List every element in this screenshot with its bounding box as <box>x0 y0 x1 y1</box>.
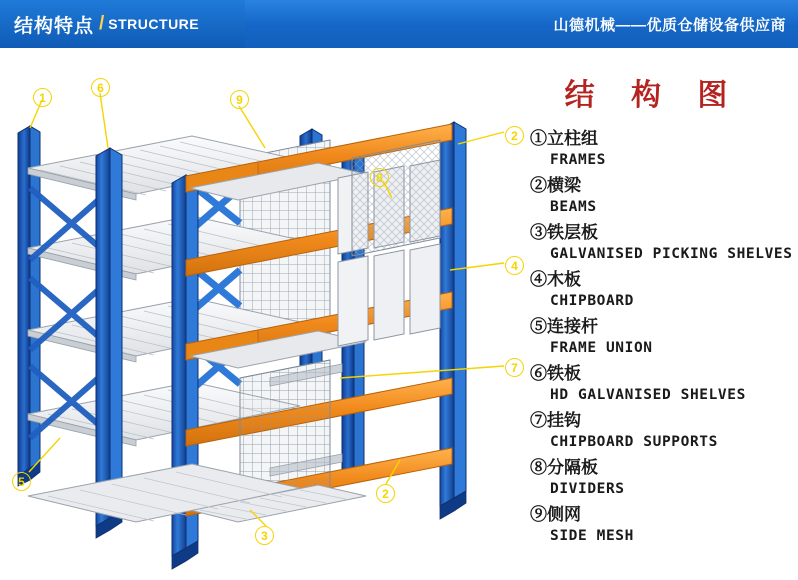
top-banner <box>0 0 798 48</box>
callout-2-lower: 2 <box>376 484 395 503</box>
legend-item-5-cn <box>530 316 793 338</box>
legend-item-8-cn <box>530 457 793 479</box>
legend-item-6-marker: ⑥ <box>530 364 547 383</box>
legend-item-5-en: FRAME UNION <box>550 340 653 356</box>
legend-item-2-en: BEAMS <box>550 199 597 215</box>
legend-item-6-label: 铁板 <box>547 364 581 383</box>
banner-tag <box>0 0 245 48</box>
legend-item-3-cn <box>530 222 793 244</box>
legend-title: 结 构 图 <box>564 79 742 112</box>
legend-item-3-en: GALVANISED PICKING SHELVES <box>550 246 793 262</box>
callout-5: 5 <box>12 472 31 491</box>
legend-item-9-marker: ⑨ <box>530 505 547 524</box>
legend-item-2-cn <box>530 175 793 197</box>
legend-item-2 <box>530 175 793 217</box>
callout-7: 7 <box>505 358 524 377</box>
legend-item-1-label: 立柱组 <box>547 129 598 148</box>
legend-item-7-marker: ⑦ <box>530 411 547 430</box>
callout-9: 9 <box>230 90 249 109</box>
company-line-wrap <box>553 0 786 48</box>
legend-item-4 <box>530 269 793 311</box>
callout-1: 1 <box>33 88 52 107</box>
legend-item-3 <box>530 222 793 264</box>
legend-item-3-marker: ③ <box>530 223 547 242</box>
callout-4: 4 <box>505 256 524 275</box>
rear-mesh-right-bay <box>352 140 440 256</box>
legend-item-8-marker: ⑧ <box>530 458 547 477</box>
legend-item-8-label: 分隔板 <box>547 458 598 477</box>
legend-item-5 <box>530 316 793 358</box>
legend-item-4-cn <box>530 269 793 291</box>
legend-item-2-marker: ② <box>530 176 547 195</box>
legend-item-1-marker: ① <box>530 129 547 148</box>
legend-item-8 <box>530 457 793 499</box>
legend-item-7-cn <box>530 410 793 432</box>
rack-diagram <box>0 48 505 580</box>
legend-item-9-cn <box>530 504 793 526</box>
legend-item-9-en: SIDE MESH <box>550 528 634 544</box>
legend-item-6 <box>530 363 793 405</box>
legend-item-3-label: 铁层板 <box>547 223 598 242</box>
callout-3: 3 <box>255 526 274 545</box>
legend-item-4-marker: ④ <box>530 270 547 289</box>
legend-item-5-label: 连接杆 <box>547 317 598 336</box>
legend-item-4-label: 木板 <box>547 270 581 289</box>
company-line: 山德机械——优质仓储设备供应商 <box>553 16 786 34</box>
banner-tag-cn: 结构特点 <box>14 15 95 37</box>
legend-panel <box>505 58 793 551</box>
callout-8: 8 <box>370 168 389 187</box>
callout-6: 6 <box>91 78 110 97</box>
legend-item-8-en: DIVIDERS <box>550 481 625 497</box>
legend-item-7-label: 挂钩 <box>547 411 581 430</box>
rack-diagram-svg <box>0 48 505 580</box>
legend-item-6-en: HD GALVANISED SHELVES <box>550 387 746 403</box>
legend-item-1-cn <box>530 128 793 150</box>
legend-item-1-en: FRAMES <box>550 152 606 168</box>
legend-item-7-en: CHIPBOARD SUPPORTS <box>550 434 718 450</box>
banner-tag-slash: / <box>99 13 105 34</box>
legend-item-7 <box>530 410 793 452</box>
legend-item-9-label: 侧网 <box>547 505 581 524</box>
legend-item-1 <box>530 128 793 170</box>
legend-item-6-cn <box>530 363 793 385</box>
legend-item-9 <box>530 504 793 546</box>
legend-item-4-en: CHIPBOARD <box>550 293 634 309</box>
legend-item-5-marker: ⑤ <box>530 317 547 336</box>
legend-item-2-label: 横梁 <box>547 176 581 195</box>
callout-2-upper: 2 <box>505 126 524 145</box>
banner-tag-en: STRUCTURE <box>108 16 200 32</box>
legend-list <box>530 128 793 546</box>
